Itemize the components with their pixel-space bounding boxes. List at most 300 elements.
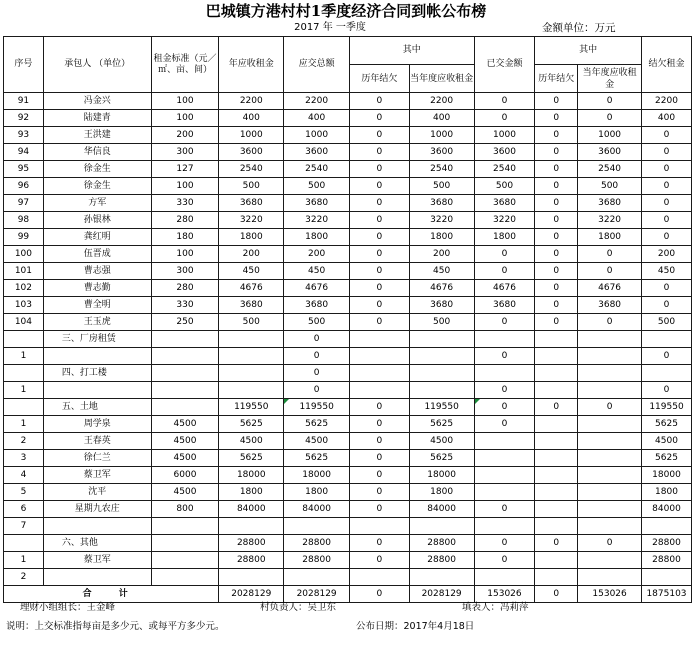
seq-cell: 104 xyxy=(4,314,44,331)
paid-curr-cell xyxy=(578,501,642,518)
balance-cell: 0 xyxy=(641,229,691,246)
due-total-cell: 2200 xyxy=(284,93,350,110)
balance-cell: 0 xyxy=(641,297,691,314)
annual-rent-cell: 119550 xyxy=(219,399,284,416)
header-paid-curr: 当年度应收租金 xyxy=(578,65,642,93)
curr-due-cell: 5625 xyxy=(409,416,474,433)
contractor-cell: 曹志勤 xyxy=(43,280,151,297)
paid-curr-cell xyxy=(578,552,642,569)
paid-curr-cell: 0 xyxy=(578,314,642,331)
contractor-cell: 周学泉 xyxy=(43,416,151,433)
seq-cell: 93 xyxy=(4,127,44,144)
annual-rent-cell: 3600 xyxy=(219,144,284,161)
hist-arrears-cell: 0 xyxy=(350,161,410,178)
paid-cell: 3680 xyxy=(474,195,535,212)
hist-arrears-cell: 0 xyxy=(350,263,410,280)
paid-cell: 0 xyxy=(474,110,535,127)
table-row xyxy=(4,144,692,161)
paid-hist-cell: 0 xyxy=(535,212,578,229)
amount-unit-label: 金额单位：万元 xyxy=(542,22,616,34)
seq-cell: 99 xyxy=(4,229,44,246)
paid-cell xyxy=(474,331,535,348)
table-row xyxy=(4,382,692,399)
due-total-cell: 3680 xyxy=(284,297,350,314)
hist-arrears-cell: 0 xyxy=(350,297,410,314)
paid-curr-cell: 1000 xyxy=(578,127,642,144)
annual-rent-cell: 2540 xyxy=(219,161,284,178)
section-row xyxy=(4,535,692,552)
hist-arrears-cell: 0 xyxy=(350,93,410,110)
contractor-cell xyxy=(43,569,151,586)
total-annual-rent-cell: 2028129 xyxy=(219,586,284,603)
table-row xyxy=(4,93,692,110)
paid-curr-cell xyxy=(578,331,642,348)
rate-cell: 330 xyxy=(151,297,219,314)
seq-cell: 95 xyxy=(4,161,44,178)
rate-cell: 180 xyxy=(151,229,219,246)
hist-arrears-cell: 0 xyxy=(350,127,410,144)
paid-hist-cell: 0 xyxy=(535,110,578,127)
curr-due-cell: 500 xyxy=(409,314,474,331)
annual-rent-cell xyxy=(219,365,284,382)
table-row xyxy=(4,110,692,127)
curr-due-cell xyxy=(409,382,474,399)
curr-due-cell: 28800 xyxy=(409,535,474,552)
table-row xyxy=(4,127,692,144)
seq-cell xyxy=(4,365,44,382)
contractor-cell: 沈平 xyxy=(43,484,151,501)
rate-cell xyxy=(151,569,219,586)
rate-cell xyxy=(151,552,219,569)
paid-curr-cell xyxy=(578,416,642,433)
paid-cell: 4676 xyxy=(474,280,535,297)
due-total-cell xyxy=(284,518,350,535)
annual-rent-cell: 4500 xyxy=(219,433,284,450)
hist-arrears-cell: 0 xyxy=(350,535,410,552)
table-row xyxy=(4,501,692,518)
hist-arrears-cell: 0 xyxy=(350,229,410,246)
curr-due-cell: 500 xyxy=(409,178,474,195)
curr-due-cell: 3600 xyxy=(409,144,474,161)
seq-cell: 4 xyxy=(4,467,44,484)
annual-rent-cell: 28800 xyxy=(219,535,284,552)
paid-hist-cell: 0 xyxy=(535,178,578,195)
paid-hist-cell: 0 xyxy=(535,93,578,110)
balance-cell xyxy=(641,518,691,535)
table-row xyxy=(4,297,692,314)
contractor-cell: 华信良 xyxy=(43,144,151,161)
hist-arrears-cell xyxy=(350,365,410,382)
curr-due-cell: 4676 xyxy=(409,280,474,297)
rate-cell: 4500 xyxy=(151,450,219,467)
paid-hist-cell xyxy=(535,416,578,433)
seq-cell: 1 xyxy=(4,416,44,433)
rate-cell: 300 xyxy=(151,263,219,280)
seq-cell: 2 xyxy=(4,569,44,586)
hist-arrears-cell xyxy=(350,569,410,586)
paid-cell xyxy=(474,518,535,535)
paid-hist-cell: 0 xyxy=(535,399,578,416)
paid-hist-cell xyxy=(535,382,578,399)
balance-cell xyxy=(641,569,691,586)
paid-hist-cell: 0 xyxy=(535,161,578,178)
seq-cell: 91 xyxy=(4,93,44,110)
curr-due-cell: 18000 xyxy=(409,467,474,484)
hist-arrears-cell xyxy=(350,518,410,535)
seq-cell: 103 xyxy=(4,297,44,314)
seq-cell: 7 xyxy=(4,518,44,535)
paid-hist-cell: 0 xyxy=(535,246,578,263)
balance-cell: 28800 xyxy=(641,535,691,552)
seq-cell: 6 xyxy=(4,501,44,518)
due-total-cell: 28800 xyxy=(284,535,350,552)
curr-due-cell: 450 xyxy=(409,263,474,280)
paid-cell xyxy=(474,365,535,382)
seq-cell: 96 xyxy=(4,178,44,195)
annual-rent-cell xyxy=(219,348,284,365)
total-hist-arrears-cell: 0 xyxy=(350,586,410,603)
annual-rent-cell: 5625 xyxy=(219,450,284,467)
contractor-cell xyxy=(43,382,151,399)
rate-cell: 4500 xyxy=(151,484,219,501)
due-total-cell: 3680 xyxy=(284,195,350,212)
paid-curr-cell: 0 xyxy=(578,110,642,127)
contractor-cell xyxy=(43,518,151,535)
hist-arrears-cell: 0 xyxy=(350,195,410,212)
rate-cell xyxy=(151,365,219,382)
due-total-cell: 450 xyxy=(284,263,350,280)
rate-cell: 800 xyxy=(151,501,219,518)
table-row xyxy=(4,450,692,467)
header-paid: 已交金额 xyxy=(474,37,535,93)
publish-date: 公布日期：2017年4月18日 xyxy=(356,621,475,632)
rate-cell: 6000 xyxy=(151,467,219,484)
rate-cell xyxy=(151,382,219,399)
paid-cell: 1800 xyxy=(474,229,535,246)
contractor-cell: 王玉虎 xyxy=(43,314,151,331)
total-label: 合 计 xyxy=(4,586,219,603)
rate-cell: 100 xyxy=(151,178,219,195)
table-row xyxy=(4,484,692,501)
contractor-cell: 徐仁兰 xyxy=(43,450,151,467)
paid-cell: 0 xyxy=(474,416,535,433)
header-group-due: 其中 xyxy=(350,37,475,65)
paid-curr-cell: 0 xyxy=(578,399,642,416)
rate-cell: 280 xyxy=(151,280,219,297)
curr-due-cell xyxy=(409,518,474,535)
header-paid-hist: 历年结欠 xyxy=(535,65,578,93)
seq-cell: 3 xyxy=(4,450,44,467)
paid-cell: 0 xyxy=(474,263,535,280)
paid-hist-cell: 0 xyxy=(535,314,578,331)
contractor-cell: 蔡卫军 xyxy=(43,467,151,484)
hist-arrears-cell: 0 xyxy=(350,280,410,297)
curr-due-cell xyxy=(409,365,474,382)
table-row xyxy=(4,467,692,484)
paid-cell: 0 xyxy=(474,382,535,399)
header-seq: 序号 xyxy=(4,37,44,93)
rate-cell: 300 xyxy=(151,144,219,161)
annual-rent-cell: 3680 xyxy=(219,297,284,314)
rate-cell: 280 xyxy=(151,212,219,229)
paid-curr-cell: 0 xyxy=(578,246,642,263)
paid-cell: 1000 xyxy=(474,127,535,144)
rate-cell xyxy=(151,399,219,416)
paid-cell: 3220 xyxy=(474,212,535,229)
due-total-cell: 2540 xyxy=(284,161,350,178)
seq-cell: 1 xyxy=(4,382,44,399)
paid-curr-cell xyxy=(578,348,642,365)
curr-due-cell: 84000 xyxy=(409,501,474,518)
paid-curr-cell xyxy=(578,382,642,399)
hist-arrears-cell: 0 xyxy=(350,144,410,161)
rate-cell xyxy=(151,518,219,535)
paid-cell xyxy=(474,569,535,586)
due-total-cell: 0 xyxy=(284,365,350,382)
paid-cell: 0 xyxy=(474,348,535,365)
section-row xyxy=(4,399,692,416)
contract-table xyxy=(3,36,692,603)
hist-arrears-cell: 0 xyxy=(350,399,410,416)
hist-arrears-cell: 0 xyxy=(350,178,410,195)
header-rate: 租金标准（元／㎡、亩、间） xyxy=(151,37,219,93)
rate-cell: 4500 xyxy=(151,433,219,450)
paid-curr-cell: 0 xyxy=(578,535,642,552)
balance-cell: 28800 xyxy=(641,552,691,569)
curr-due-cell: 3220 xyxy=(409,212,474,229)
balance-cell: 0 xyxy=(641,212,691,229)
seq-cell: 102 xyxy=(4,280,44,297)
annual-rent-cell: 5625 xyxy=(219,416,284,433)
curr-due-cell: 28800 xyxy=(409,552,474,569)
paid-curr-cell xyxy=(578,365,642,382)
balance-cell xyxy=(641,365,691,382)
contractor-cell: 蔡卫军 xyxy=(43,552,151,569)
due-total-cell: 0 xyxy=(284,331,350,348)
paid-cell: 0 xyxy=(474,93,535,110)
rate-cell xyxy=(151,535,219,552)
balance-cell: 5625 xyxy=(641,450,691,467)
table-row xyxy=(4,161,692,178)
hist-arrears-cell: 0 xyxy=(350,433,410,450)
total-row xyxy=(4,586,692,603)
header-group-paid: 其中 xyxy=(535,37,642,65)
hist-arrears-cell: 0 xyxy=(350,501,410,518)
paid-curr-cell: 2540 xyxy=(578,161,642,178)
balance-cell: 0 xyxy=(641,127,691,144)
curr-due-cell: 400 xyxy=(409,110,474,127)
section-title: 三、厂房租赁 xyxy=(43,331,151,348)
section-title: 四、打工楼 xyxy=(43,365,151,382)
total-paid-cell: 153026 xyxy=(474,586,535,603)
table-row xyxy=(4,280,692,297)
table-row xyxy=(4,212,692,229)
rate-cell xyxy=(151,331,219,348)
hist-arrears-cell: 0 xyxy=(350,467,410,484)
total-balance-cell: 1875103 xyxy=(641,586,691,603)
table-row xyxy=(4,178,692,195)
seq-cell: 98 xyxy=(4,212,44,229)
contractor-cell: 伍晋成 xyxy=(43,246,151,263)
curr-due-cell xyxy=(409,569,474,586)
rate-cell: 127 xyxy=(151,161,219,178)
rate-cell: 330 xyxy=(151,195,219,212)
paid-hist-cell xyxy=(535,365,578,382)
paid-hist-cell xyxy=(535,518,578,535)
due-total-cell xyxy=(284,569,350,586)
paid-curr-cell: 3600 xyxy=(578,144,642,161)
paid-hist-cell: 0 xyxy=(535,195,578,212)
balance-cell: 1800 xyxy=(641,484,691,501)
balance-cell: 0 xyxy=(641,195,691,212)
paid-cell: 3600 xyxy=(474,144,535,161)
paid-curr-cell: 3220 xyxy=(578,212,642,229)
paid-curr-cell xyxy=(578,518,642,535)
due-total-cell: 400 xyxy=(284,110,350,127)
paid-hist-cell: 0 xyxy=(535,297,578,314)
paid-hist-cell xyxy=(535,484,578,501)
section-title: 六、其他 xyxy=(43,535,151,552)
header-due-total: 应交总额 xyxy=(284,37,350,93)
header-contractor: 承包人 （单位） xyxy=(43,37,151,93)
rate-cell: 100 xyxy=(151,246,219,263)
annual-rent-cell: 1800 xyxy=(219,484,284,501)
contractor-cell: 龚红明 xyxy=(43,229,151,246)
hist-arrears-cell: 0 xyxy=(350,484,410,501)
paid-cell: 3680 xyxy=(474,297,535,314)
paid-hist-cell: 0 xyxy=(535,229,578,246)
balance-cell: 0 xyxy=(641,161,691,178)
due-total-cell: 4500 xyxy=(284,433,350,450)
paid-cell xyxy=(474,467,535,484)
due-total-cell: 18000 xyxy=(284,467,350,484)
table-row xyxy=(4,195,692,212)
annual-rent-cell: 3220 xyxy=(219,212,284,229)
annual-rent-cell: 450 xyxy=(219,263,284,280)
hist-arrears-cell: 0 xyxy=(350,212,410,229)
balance-cell: 84000 xyxy=(641,501,691,518)
curr-due-cell: 3680 xyxy=(409,297,474,314)
contractor-cell: 星期九农庄 xyxy=(43,501,151,518)
curr-due-cell: 5625 xyxy=(409,450,474,467)
due-total-cell: 500 xyxy=(284,314,350,331)
header-annual-rent: 年应收租金 xyxy=(219,37,284,93)
annual-rent-cell: 4676 xyxy=(219,280,284,297)
curr-due-cell: 2200 xyxy=(409,93,474,110)
table-row xyxy=(4,314,692,331)
hist-arrears-cell xyxy=(350,331,410,348)
hist-arrears-cell: 0 xyxy=(350,450,410,467)
table-row xyxy=(4,518,692,535)
balance-cell: 0 xyxy=(641,348,691,365)
period-label: 2017 年 一季度 xyxy=(294,22,366,33)
due-total-cell: 200 xyxy=(284,246,350,263)
hist-arrears-cell: 0 xyxy=(350,246,410,263)
annual-rent-cell: 84000 xyxy=(219,501,284,518)
section-row xyxy=(4,331,692,348)
paid-curr-cell: 0 xyxy=(578,93,642,110)
seq-cell: 97 xyxy=(4,195,44,212)
curr-due-cell: 119550 xyxy=(409,399,474,416)
balance-cell: 119550 xyxy=(641,399,691,416)
form-filler: 填表人：冯莉萍 xyxy=(462,602,529,613)
header-curr-due: 当年度应收租金 xyxy=(409,65,474,93)
rate-cell: 100 xyxy=(151,93,219,110)
balance-cell: 4500 xyxy=(641,433,691,450)
section-row xyxy=(4,365,692,382)
paid-hist-cell: 0 xyxy=(535,144,578,161)
balance-cell: 18000 xyxy=(641,467,691,484)
rate-cell: 100 xyxy=(151,110,219,127)
curr-due-cell: 1800 xyxy=(409,484,474,501)
paid-cell xyxy=(474,484,535,501)
paid-hist-cell: 0 xyxy=(535,263,578,280)
paid-curr-cell xyxy=(578,569,642,586)
total-paid-curr-cell: 153026 xyxy=(578,586,642,603)
contractor-cell: 王春英 xyxy=(43,433,151,450)
annual-rent-cell xyxy=(219,569,284,586)
table-row xyxy=(4,416,692,433)
due-total-cell: 5625 xyxy=(284,450,350,467)
hist-arrears-cell: 0 xyxy=(350,552,410,569)
balance-cell xyxy=(641,331,691,348)
paid-curr-cell: 0 xyxy=(578,263,642,280)
paid-cell: 0 xyxy=(474,535,535,552)
due-total-cell: 0 xyxy=(284,348,350,365)
contractor-cell: 曹志强 xyxy=(43,263,151,280)
paid-cell xyxy=(474,433,535,450)
paid-hist-cell: 0 xyxy=(535,280,578,297)
due-total-cell: 28800 xyxy=(284,552,350,569)
paid-curr-cell: 3680 xyxy=(578,297,642,314)
seq-cell xyxy=(4,535,44,552)
due-total-cell: 119550 xyxy=(284,399,350,416)
annual-rent-cell xyxy=(219,331,284,348)
paid-cell: 500 xyxy=(474,178,535,195)
rate-cell: 200 xyxy=(151,127,219,144)
hist-arrears-cell: 0 xyxy=(350,110,410,127)
rate-cell: 4500 xyxy=(151,416,219,433)
curr-due-cell xyxy=(409,331,474,348)
contractor-cell: 徐金生 xyxy=(43,161,151,178)
paid-cell: 0 xyxy=(474,314,535,331)
balance-cell: 2200 xyxy=(641,93,691,110)
hist-arrears-cell xyxy=(350,382,410,399)
finance-leader: 理财小组组长：王金峰 xyxy=(20,602,116,613)
total-paid-hist-cell: 0 xyxy=(535,586,578,603)
paid-hist-cell xyxy=(535,348,578,365)
due-total-cell: 4676 xyxy=(284,280,350,297)
annual-rent-cell: 500 xyxy=(219,178,284,195)
seq-cell: 101 xyxy=(4,263,44,280)
paid-hist-cell xyxy=(535,467,578,484)
balance-cell: 450 xyxy=(641,263,691,280)
annual-rent-cell xyxy=(219,382,284,399)
total-curr-due-cell: 2028129 xyxy=(409,586,474,603)
curr-due-cell: 2540 xyxy=(409,161,474,178)
contractor-cell: 王洪建 xyxy=(43,127,151,144)
paid-cell: 2540 xyxy=(474,161,535,178)
seq-cell: 94 xyxy=(4,144,44,161)
annual-rent-cell: 18000 xyxy=(219,467,284,484)
annual-rent-cell xyxy=(219,518,284,535)
paid-curr-cell xyxy=(578,433,642,450)
due-total-cell: 1000 xyxy=(284,127,350,144)
table-row xyxy=(4,433,692,450)
table-row xyxy=(4,263,692,280)
annual-rent-cell: 3680 xyxy=(219,195,284,212)
contractor-cell: 冯金兴 xyxy=(43,93,151,110)
